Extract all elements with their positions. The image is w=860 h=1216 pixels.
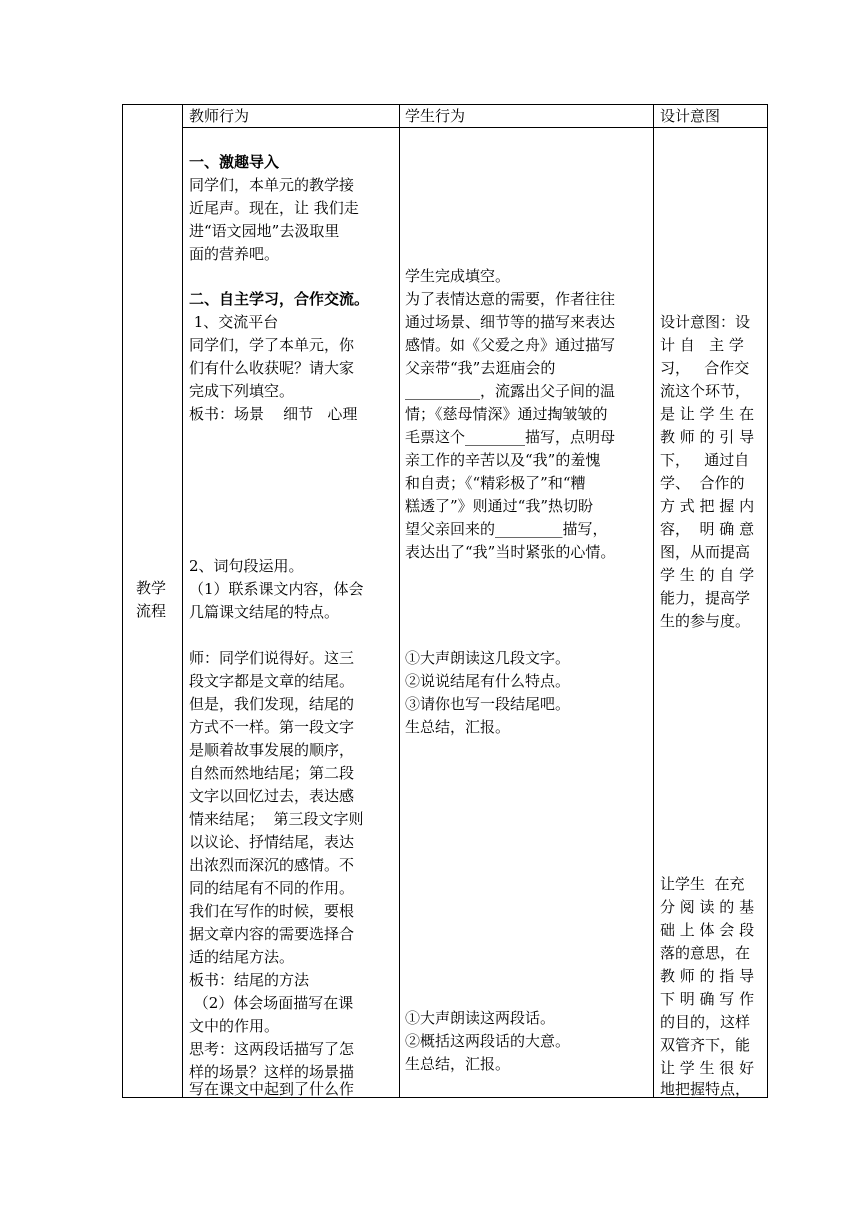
student-line: 通过场景、细节等的描写来表达: [405, 313, 616, 331]
student-line: 毛票这个________描写，点明母: [405, 428, 616, 446]
intent-line: 分 阅 读 的 基: [660, 898, 755, 916]
teacher-line: 情来结尾； 第三段文字则: [189, 810, 364, 828]
teacher-line: 2、词句段运用。: [189, 557, 304, 575]
column-divider-1: [182, 104, 183, 1098]
intent-line: 落的意思，在: [660, 944, 751, 962]
header-student-behavior: 学生行为: [405, 107, 466, 125]
table-border-bottom: [122, 1097, 768, 1098]
teacher-line: 出浓烈而深沉的感情。不: [189, 856, 355, 874]
student-line: 情；《慈母情深》通过掏皱皱的: [405, 405, 608, 423]
intent-line: 教 师 的 引 导: [660, 428, 755, 446]
intent-line: 生的参与度。: [660, 612, 751, 630]
intent-line: 双管齐下，能: [660, 1036, 751, 1054]
teacher-line: 近尾声。现在，让 我们走: [189, 199, 359, 217]
teacher-line: 据文章内容的需要选择合: [189, 925, 355, 943]
teacher-line: 段文字都是文章的结尾。: [189, 672, 355, 690]
teacher-line: 适的结尾方法。: [189, 948, 295, 966]
column-divider-2: [399, 104, 400, 1098]
teacher-line: 同学们，本单元的教学接: [189, 176, 355, 194]
intent-line: 方 式 把 握 内: [660, 497, 755, 515]
teacher-line: 几篇课文结尾的特点。: [189, 603, 340, 621]
student-line: 感情。如《父爱之舟》通过描写: [405, 336, 616, 354]
header-divider: [182, 127, 768, 128]
teacher-line: 文字以回忆过去，表达感: [189, 787, 355, 805]
teacher-line: 板书：结尾的方法: [189, 971, 310, 989]
table-border-top: [122, 104, 768, 105]
intent-line: 图，从而提高: [660, 543, 751, 561]
header-design-intent: 设计意图: [660, 107, 721, 125]
intent-line: 容， 明 确 意: [660, 520, 755, 538]
student-line: ②说说结尾有什么特点。: [405, 672, 571, 690]
teacher-line: 同学们，学了本单元，你: [189, 336, 355, 354]
student-line: ①大声朗读这两段话。: [405, 1009, 556, 1027]
teacher-line: 师：同学们说得好。这三: [189, 649, 355, 667]
teacher-line: 板书：场景 细节 心理: [189, 405, 358, 423]
teacher-line: （1）联系课文内容，体会: [189, 580, 364, 598]
intent-line: 础 上 体 会 段: [660, 921, 755, 939]
intent-line: 教 师 的 指 导: [660, 967, 755, 985]
intent-line: 能力，提高学: [660, 589, 751, 607]
intent-line: 让学生 在充: [660, 875, 745, 893]
teacher-line: 但是，我们发现，结尾的: [189, 695, 355, 713]
teacher-line: 方式不一样。第一段文字: [189, 718, 355, 736]
student-line: 学生完成填空。: [405, 267, 511, 285]
teacher-line: 同的结尾有不同的作用。: [189, 879, 355, 897]
student-line: __________，流露出父子间的温: [405, 382, 616, 400]
student-line: 父亲带“我”去逛庙会的: [405, 359, 556, 377]
student-line: 糕透了”》则通过“我”热切盼: [405, 497, 594, 515]
side-label-line-2: 流程: [136, 602, 167, 620]
side-label-line-1: 教学: [136, 579, 167, 597]
teacher-line: 我们在写作的时候，要根: [189, 902, 355, 920]
intent-line: 是 让 学 生 在: [660, 405, 755, 423]
column-divider-3: [653, 104, 654, 1098]
student-line: ③请你也写一段结尾吧。: [405, 695, 571, 713]
header-teacher-behavior: 教师行为: [189, 107, 250, 125]
student-line: 亲工作的辛苦以及“我”的羞愧: [405, 451, 601, 469]
intent-line: 地把握特点，: [660, 1080, 751, 1097]
teacher-line: 以议论、抒情结尾，表达: [189, 833, 355, 851]
student-line: ①大声朗读这几段文字。: [405, 649, 571, 667]
student-line: 生总结，汇报。: [405, 718, 511, 736]
intent-line: 让 学 生 很 好: [660, 1059, 755, 1077]
intent-line: 的目的，这样: [660, 1013, 751, 1031]
teacher-line: 完成下列填空。: [189, 382, 295, 400]
intent-line: 流这个环节，: [660, 382, 751, 400]
student-line: ②概括这两段话的大意。: [405, 1032, 571, 1050]
teacher-line: （2）体会场面描写在课: [189, 994, 354, 1012]
teacher-line: 1、交流平台: [189, 313, 279, 331]
teacher-line: 文中的作用。: [189, 1017, 280, 1035]
student-line: 望父亲回来的_________描写，: [405, 520, 608, 538]
teacher-line: 自然而然地结尾；第二段: [189, 764, 355, 782]
table-border-left: [122, 104, 123, 1098]
teacher-line: 面的营养吧。: [189, 245, 280, 263]
teacher-section-1-heading: 一、激趣导入: [189, 153, 280, 171]
intent-line: 设计意图：设: [660, 313, 751, 331]
table-border-right: [767, 104, 768, 1098]
intent-line: 学、 合作的: [660, 474, 745, 492]
teacher-line: 写在课文中起到了什么作: [189, 1080, 355, 1097]
student-line: 表达出了“我”当时紧张的心情。: [405, 543, 616, 561]
teacher-line: 进“语文园地”去汲取里: [189, 222, 340, 240]
teacher-line: 思考：这两段话描写了怎: [189, 1040, 355, 1058]
teacher-section-2-heading: 二、自主学习，合作交流。: [189, 290, 370, 308]
teacher-line: 们有什么收获呢？请大家: [189, 359, 355, 377]
student-line: 和自责；《“精彩极了”和“糟: [405, 474, 586, 492]
intent-line: 计 自 主 学: [660, 336, 744, 354]
intent-line: 下 明 确 写 作: [660, 990, 755, 1008]
teacher-line: 是顺着故事发展的顺序，: [189, 741, 355, 759]
intent-line: 习， 合作交: [660, 359, 750, 377]
student-line: 为了表情达意的需要，作者往往: [405, 290, 616, 308]
teacher-line: 样的场景？这样的场景描: [189, 1063, 355, 1081]
intent-line: 学 生 的 自 学: [660, 566, 755, 584]
student-line: 生总结，汇报。: [405, 1055, 511, 1073]
intent-line: 下， 通过自: [660, 451, 750, 469]
